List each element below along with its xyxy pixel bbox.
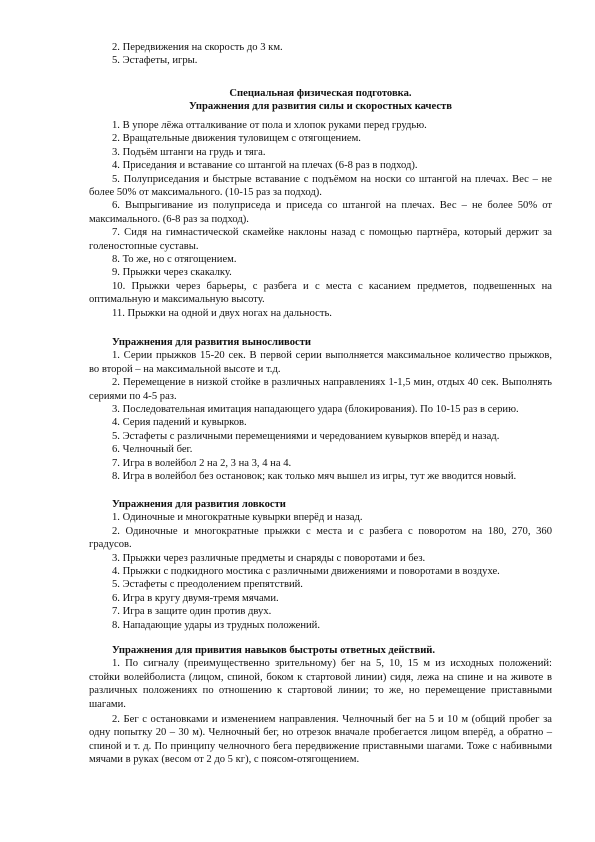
list-item: 2. Перемещение в низкой стойке в различных направлениях 1-1,5 мин, отдых 40 сек. Выполнять сериями по 4-5 раз. xyxy=(89,377,552,402)
top-list xyxy=(89,41,552,68)
list-item: 3. Последовательная имитация нападающего удара (блокирования). По 10-15 раз в серию. xyxy=(112,404,519,416)
agility-section xyxy=(89,498,552,632)
list-item: 7. Игра в защите один против двух. xyxy=(112,606,272,618)
list-item: 1. По сигналу (преимущественно зрительному) бег на 5, 10, 15 м из исходных положений: стойки волейболиста (лицом, спиной, боком к стартовой линии) сидя, лежа на спине и на животе в различных положениях по отношению к стартовой линии; то же, но перемещение приставными шагами. xyxy=(89,658,552,710)
list-item: 2. Бег с остановками и изменением направления. Челночный бег на 5 и 10 м (общий пробег за одну попытку 20 – 30 м). Челночный бег, но отрезок вначале пробегается лицом вперёд, а обратно – спиной и т. д. По принципу челночного бега передвижение приставными шагами. Тоже с набивными мячами в руках (весом от 2 до 5 кг), с поясом-отягощением. xyxy=(89,714,552,766)
list-item: 1. В упоре лёжа отталкивание от пола и хлопок руками перед грудью. xyxy=(112,120,427,131)
list-item: 4. Приседания и вставание со штангой на плечах (6-8 раз в подход). xyxy=(112,160,418,172)
heading-special-training: Специальная физическая подготовка. xyxy=(229,88,412,99)
list-item: 8. Нападающие удары из трудных положений. xyxy=(112,619,320,631)
list-item: 5. Эстафеты с преодолением препятствий. xyxy=(112,579,303,591)
list-item: 5. Эстафеты с различными перемещениями и чередованием кувырков вперёд и назад. xyxy=(112,430,500,442)
heading-strength: Упражнения для развития силы и скоростных качеств xyxy=(189,101,452,113)
list-item: 5. Эстафеты, игры. xyxy=(112,55,198,67)
list-item: 2. Передвижения на скорость до 3 км. xyxy=(112,42,283,53)
list-item: 1. Одиночные и многократные кувырки вперёд и назад. xyxy=(112,512,363,524)
list-item: 2. Одиночные и многократные прыжки с места и с разбега с поворотом на 180, 270, 360 градусов. xyxy=(89,525,552,551)
section-heading xyxy=(89,87,552,114)
reaction-section xyxy=(89,644,552,767)
list-item: 6. Челночный бег. xyxy=(112,444,193,456)
list-item: 7. Игра в волейбол 2 на 2, 3 на 3, 4 на 4. xyxy=(112,457,292,469)
list-item: 3. Подъём штанги на грудь и тяга. xyxy=(112,146,266,158)
list-item: 8. То же, но с отягощением. xyxy=(112,254,237,266)
list-item: 4. Прыжки с подкидного мостика с различными движениями и поворотами в воздухе. xyxy=(112,566,500,578)
list-item: 8. Игра в волейбол без остановок; как только мяч вышел из игры, тут же вводится новый. xyxy=(112,471,517,483)
list-item: 10. Прыжки через барьеры, с разбега и с места с касанием предметов, подвешенных на оптимальную и максимальную высоту. xyxy=(89,280,552,306)
list-item: 3. Прыжки через различные предметы и снаряды с поворотами и без. xyxy=(112,552,426,564)
list-item: 6. Выпрыгивание из полуприседа и приседа со штангой на плечах. Вес – не более 50% от максимального. (6-8 раз за подход). xyxy=(89,200,552,225)
reaction-title: Упражнения для привития навыков быстроты ответных действий. xyxy=(112,645,436,656)
list-item: 1. Серии прыжков 15-20 сек. В первой серии выполняется максимальное количество прыжков, во второй – на максимальной высоте и т.д. xyxy=(89,350,552,375)
list-item: 2. Вращательные движения туловищем с отягощением. xyxy=(112,133,361,145)
agility-title: Упражнения для развития ловкости xyxy=(112,499,286,510)
list-item: 11. Прыжки на одной и двух ногах на дальность. xyxy=(112,307,332,319)
list-item: 9. Прыжки через скакалку. xyxy=(112,267,232,279)
endurance-section xyxy=(89,336,552,483)
list-item: 5. Полуприседания и быстрые вставание с подъёмом на носки со штангой на плечах. Вес – не более 50% от максимального. (10-15 раз за подход). xyxy=(89,173,552,199)
list-item: 6. Игра в кругу двумя-тремя мячами. xyxy=(112,592,279,604)
list-item: 4. Серия падений и кувырков. xyxy=(112,417,247,429)
list-item: 7. Сидя на гимнастической скамейке наклоны назад с помощью партнёра, который держит за голеностопные суставы. xyxy=(89,227,552,252)
strength-list xyxy=(89,119,552,320)
endurance-title: Упражнения для развития выносливости xyxy=(112,337,312,348)
